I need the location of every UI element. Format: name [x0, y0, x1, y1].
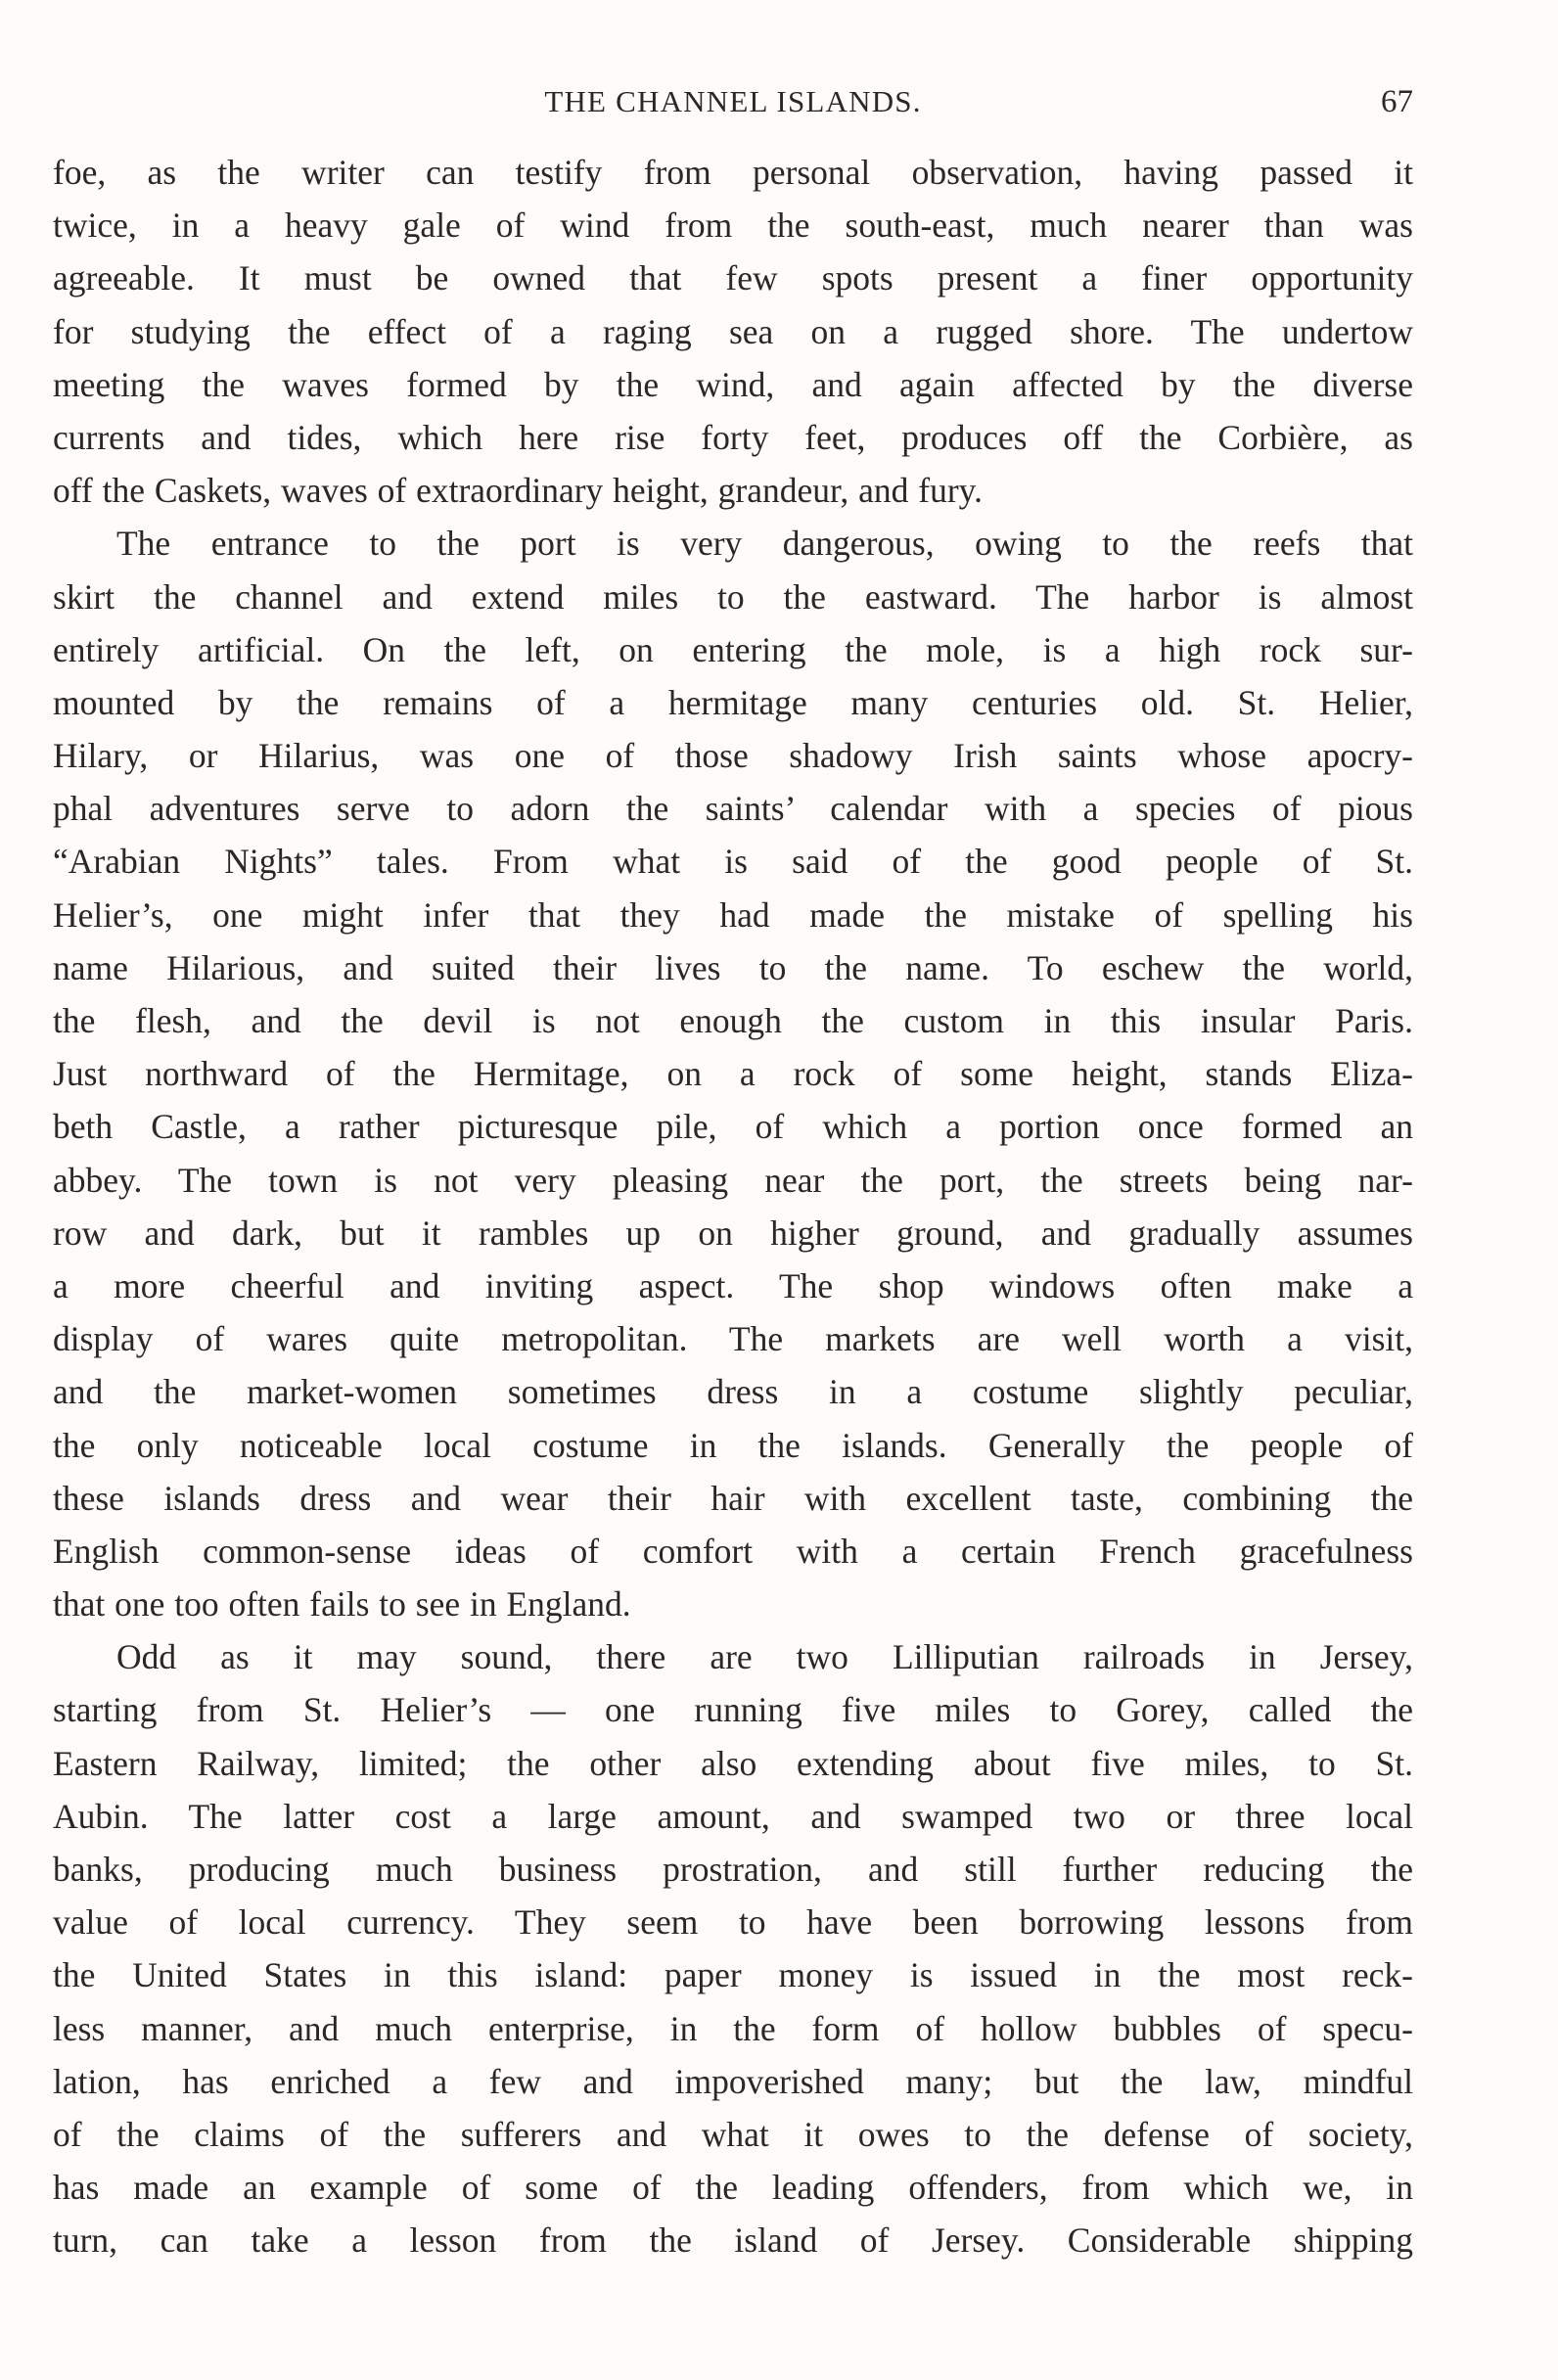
text-line: Aubin. The latter cost a large amount, and swamped two or three local	[53, 1796, 1413, 1836]
text-line: skirt the channel and extend miles to the eastward. The harbor is almost	[53, 576, 1413, 617]
text-line: beth Castle, a rather picturesque pile, of which a portion once formed an	[53, 1107, 1413, 1147]
text-line: value of local currency. They seem to have been borrowing lessons from	[53, 1902, 1413, 1943]
text-line: name Hilarious, and suited their lives to the name. To eschew the world,	[53, 947, 1413, 987]
text-line: display of wares quite metropolitan. The markets are well worth a visit,	[53, 1319, 1413, 1359]
running-head	[53, 82, 1413, 121]
text-line: entirely artificial. On the left, on entering the mole, is a high rock sur-	[53, 629, 1413, 669]
text-line: the flesh, and the devil is not enough the custom in this insular Paris.	[53, 1001, 1413, 1040]
text-line: and the market-women sometimes dress in a costume slightly peculiar,	[53, 1372, 1413, 1412]
text-line: abbey. The town is not very pleasing near the port, the streets being nar-	[53, 1160, 1413, 1200]
running-title: THE CHANNEL ISLANDS.	[544, 84, 922, 118]
text-line: “Arabian Nights” tales. From what is said of the good people of St.	[53, 842, 1413, 882]
text-line: banks, producing much business prostration, and still further reducing the	[53, 1850, 1413, 1889]
text-line: has made an example of some of the leading offenders, from which we, in	[53, 2168, 1413, 2208]
text-line: Eastern Railway, limited; the other also extending about five miles, to St.	[53, 1743, 1413, 1783]
body-text	[53, 146, 1413, 2267]
text-line: for studying the effect of a raging sea on a rugged shore. The undertow	[53, 311, 1413, 351]
text-line: meeting the waves formed by the wind, and again affected by the diverse	[53, 364, 1413, 404]
text-line: the United States in this island: paper money is issued in the most reck-	[53, 1955, 1413, 1995]
text-line: The entrance to the port is very dangerous, owing to the reefs that	[116, 524, 1413, 564]
text-line: twice, in a heavy gale of wind from the south-east, much nearer than was	[53, 206, 1413, 246]
text-line: that one too often fails to see in England.	[53, 1584, 631, 1625]
text-line: of the claims of the sufferers and what it owes to the defense of society,	[53, 2114, 1413, 2154]
text-line: Odd as it may sound, there are two Lilliputian railroads in Jersey,	[116, 1637, 1413, 1677]
text-line: Helier’s, one might infer that they had made the mistake of spelling his	[53, 894, 1413, 935]
text-line: row and dark, but it rambles up on higher ground, and gradually assumes	[53, 1213, 1413, 1253]
text-line: off the Caskets, waves of extraordinary height, grandeur, and fury.	[53, 471, 983, 511]
text-line: English common-sense ideas of comfort with a certain French gracefulness	[53, 1531, 1413, 1571]
text-line: lation, has enriched a few and impoverished many; but the law, mindful	[53, 2061, 1413, 2101]
text-line: mounted by the remains of a hermitage many centuries old. St. Helier,	[53, 682, 1413, 722]
text-line: a more cheerful and inviting aspect. The shop windows often make a	[53, 1265, 1413, 1305]
text-line: Hilary, or Hilarius, was one of those shadowy Irish saints whose apocry-	[53, 736, 1413, 776]
text-line: Just northward of the Hermitage, on a rock of some height, stands Eliza-	[53, 1054, 1413, 1094]
text-line: foe, as the writer can testify from personal observation, having passed it	[53, 153, 1413, 192]
text-line: less manner, and much enterprise, in the form of hollow bubbles of specu-	[53, 2008, 1413, 2048]
text-line: these islands dress and wear their hair with excellent taste, combining the	[53, 1478, 1413, 1518]
page-number: 67	[1381, 84, 1413, 119]
text-line: currents and tides, which here rise forty feet, produces off the Corbière, as	[53, 417, 1413, 457]
text-line: phal adventures serve to adorn the saints’ calendar with a species of pious	[53, 789, 1413, 829]
text-line: agreeable. It must be owned that few spots present a finer opportunity	[53, 258, 1413, 298]
text-line: turn, can take a lesson from the island of Jersey. Considerable shipping	[53, 2220, 1413, 2261]
text-line: the only noticeable local costume in the islands. Generally the people of	[53, 1425, 1413, 1465]
text-line: starting from St. Helier’s — one running five miles to Gorey, called the	[53, 1690, 1413, 1730]
